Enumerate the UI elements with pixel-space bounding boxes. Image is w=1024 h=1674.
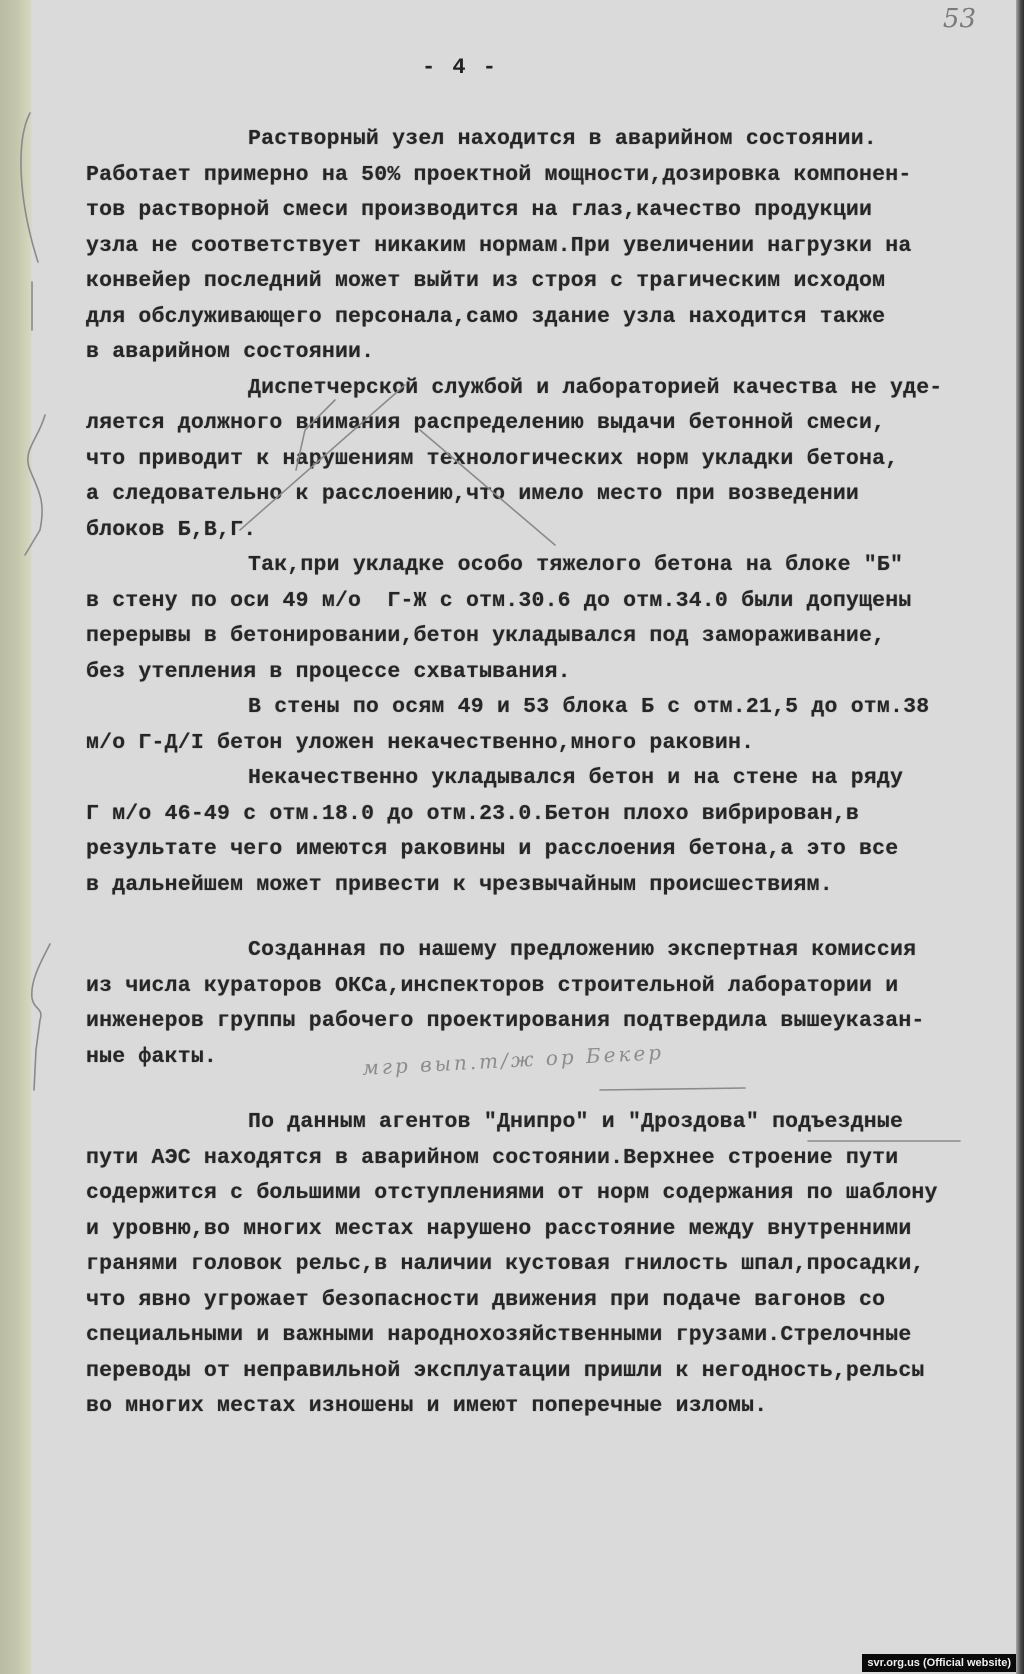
page-number: - 4 - xyxy=(422,55,499,80)
document-body xyxy=(86,122,1024,1425)
text-line: конвейер последний может выйти из строя с трагическим исходом xyxy=(86,269,886,293)
paragraph-block-b-concrete xyxy=(86,548,1024,690)
text-line: ные факты. xyxy=(86,1044,218,1069)
text-line: в стену по оси 49 м/о Г-Ж с отм.30.6 до отм.34.0 были допущены xyxy=(86,588,912,613)
text-line: без утепления в процессе схватывания. xyxy=(86,659,571,684)
archive-folio-number: 53 xyxy=(942,4,976,34)
paragraph-row-g xyxy=(86,761,1024,903)
text-line: Г м/о 46-49 с отм.18.0 до отм.23.0.Бетон плохо вибрирован,в xyxy=(86,801,860,826)
paragraph-walls-axes xyxy=(86,690,1024,761)
text-line: содержится с большими отступлениями от норм содержания по шаблону xyxy=(86,1181,938,1205)
text-line: перерывы в бетонировании,бетон укладывался под замораживание, xyxy=(86,624,886,648)
document-page xyxy=(32,0,1016,1674)
binding-strip xyxy=(0,0,32,1674)
text-line: гранями головок рельс,в наличии кустовая гнилость шпал,просадки, xyxy=(86,1252,925,1276)
text-line: а следовательно к расслоению,что имело место при возведении xyxy=(86,482,860,506)
text-line: Так,при укладке особо тяжелого бетона на блоке "Б" xyxy=(248,553,904,577)
text-line: переводы от неправильной эксплуатации пришли к негодность,рельсы xyxy=(86,1358,925,1383)
text-line: для обслуживающего персонала,само здание узла находится также xyxy=(86,304,886,329)
handwritten-pencil-note: мгр вып.т/ж ор Бекер xyxy=(361,1040,665,1080)
text-line: Некачественно укладывался бетон и на стене на ряду xyxy=(248,766,904,790)
text-line: результате чего имеются раковины и расслоения бетона,а это все xyxy=(86,837,899,861)
text-line: узла не соответствует никаким нормам.При увеличении нагрузки на xyxy=(86,233,912,258)
text-line: во многих местах изношены и имеют поперечные изломы. xyxy=(86,1394,768,1418)
text-line: По данным агентов "Днипро" и "Дроздова" подъездные xyxy=(248,1110,904,1134)
text-line: в дальнейшем может привести к чрезвычайным происшествиям. xyxy=(86,872,833,897)
paragraph-mortar-unit xyxy=(86,122,1024,371)
text-line: Диспетчерской службой и лабораторией качества не уде- xyxy=(248,375,943,400)
text-line: Созданная по нашему предложению экспертная комиссия xyxy=(248,938,917,962)
text-line: из числа кураторов ОКСа,инспекторов строительной лаборатории и xyxy=(86,973,899,998)
text-line: ляется должного внимания распределению выдачи бетонной смеси, xyxy=(86,411,886,435)
text-line: м/о Г-Д/I бетон уложен некачественно,много раковин. xyxy=(86,730,755,755)
text-line: инженеров группы рабочего проектирования подтвердила вышеуказан- xyxy=(86,1009,925,1033)
text-line: пути АЭС находятся в аварийном состоянии.Верхнее строение пути xyxy=(86,1145,899,1170)
source-watermark: svr.org.us (Official website) xyxy=(862,1654,1016,1672)
text-line: Растворный узел находится в аварийном состоянии. xyxy=(248,127,877,151)
scan-edge xyxy=(1016,0,1024,1674)
text-line: и уровню,во многих местах нарушено расстояние между внутренними xyxy=(86,1216,912,1241)
text-line: что явно угрожает безопасности движения при подаче вагонов со xyxy=(86,1287,886,1312)
text-line: что приводит к нарушениям технологических норм укладки бетона, xyxy=(86,446,899,471)
text-line: тов растворной смеси производится на глаз,качество продукции xyxy=(86,198,873,222)
text-line: специальными и важными народнохозяйственными грузами.Стрелочные xyxy=(86,1323,912,1347)
paragraph-access-tracks xyxy=(86,1105,1024,1425)
paragraph-dispatch-service xyxy=(86,371,1024,549)
text-line: в аварийном состоянии. xyxy=(86,340,375,364)
text-line: блоков Б,В,Г. xyxy=(86,517,257,542)
text-line: Работает примерно на 50% проектной мощности,дозировка компонен- xyxy=(86,162,912,187)
text-line: В стены по осям 49 и 53 блока Б с отм.21,5 до отм.38 xyxy=(248,695,930,719)
